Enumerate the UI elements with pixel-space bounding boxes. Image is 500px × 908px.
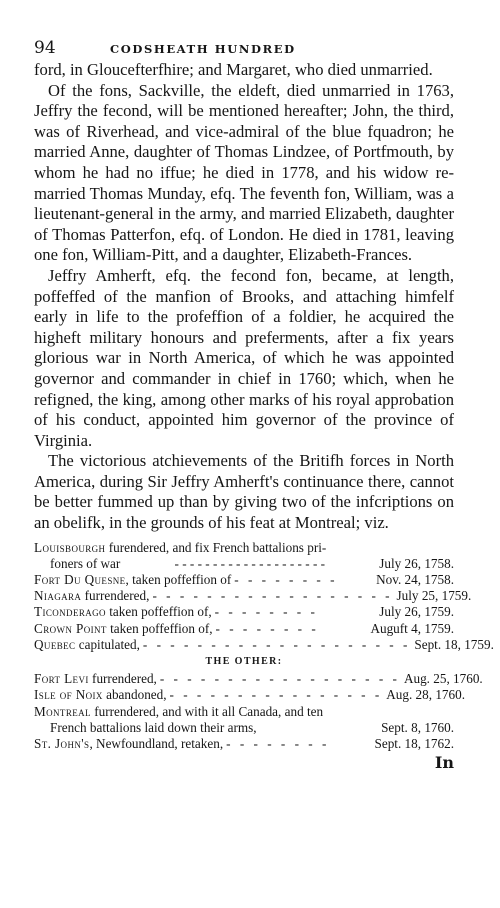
place-name: Ticonderago xyxy=(34,604,106,620)
leader-dots: - - - - - - - - xyxy=(214,604,318,620)
leader-dots: - - - - - - - - - - - - - - - - xyxy=(169,687,383,703)
body-text xyxy=(34,60,454,534)
entry-text: furrendered, xyxy=(81,588,150,604)
place-name: Montreal xyxy=(34,703,91,719)
leader-dots: - - - - - - - - xyxy=(234,572,338,588)
entry-text: furrendered, and with it all Canada, and ten xyxy=(90,703,324,719)
leader-dots: - - - - - - - - - - - - - - - - - - - - xyxy=(174,555,326,571)
inscription-entry xyxy=(34,621,454,637)
inscription-entry xyxy=(34,588,472,604)
entry-text: capitulated, xyxy=(75,636,140,652)
leader-dots: - - - - - - - - - - - - - - - - - - - - xyxy=(142,636,411,652)
inscription-continuation xyxy=(34,556,454,572)
place-name: Fort Levi xyxy=(34,671,89,687)
entry-date: Sept. 18, 1759. xyxy=(414,636,494,652)
entry-text: furrendered, xyxy=(88,671,157,687)
page-header xyxy=(34,38,454,58)
inscription-subheading: THE OTHER: xyxy=(205,656,283,668)
place-name: Quebec xyxy=(34,636,76,652)
inscription-list xyxy=(34,539,494,753)
place-name: Isle of Noix xyxy=(34,687,103,703)
entry-date: Sept. 18, 1762. xyxy=(374,736,454,752)
leader-dots: - - - - - - - - - - - - - - - - - - xyxy=(152,588,393,604)
leader-dots: - - - - - - - - xyxy=(226,736,330,752)
entry-text: , taken poffeffion of xyxy=(125,572,232,588)
entry-text: taken poffeffion of, xyxy=(106,620,213,636)
paragraph: ford, in Gloucefterfhire; and Margaret, who died unmarried. xyxy=(34,60,433,79)
inscription-entry xyxy=(34,687,466,703)
paragraph: Of the fons, Sackville, the eldeft, died unmarried in 1763, Jeffry the fecond, will be mentioned hereafter; John, the third, was of Riverhead, and vice-admiral of the blue fquadron; he married Anne, daughter of Thomas Lindzee, of Portfmouth, by whom he had no iffue; he died in 1778, and his widow re-married Thomas Munday, efq. The feventh fon, William, was a lieutenant-general in the army, and married Elizabeth, daughter of Thomas Patterfon, efq. of London. He died in 1781, leaving one fon, William-Pitt, and a daughter, Elizabeth-Frances. xyxy=(34,80,454,265)
inscription-entry xyxy=(34,604,454,620)
entry-date: July 26, 1758. xyxy=(379,555,454,571)
entry-date: Aug. 28, 1760. xyxy=(386,687,466,703)
entry-date: Sept. 8, 1760. xyxy=(381,719,454,735)
entry-text: furendered, and fix French battalions pri- xyxy=(105,539,327,555)
inscription-entry xyxy=(34,736,454,752)
entry-text: French battalions laid down their arms, xyxy=(50,719,257,735)
place-name: Crown Point xyxy=(34,620,107,636)
entry-date: Aug. 25, 1760. xyxy=(403,671,483,687)
place-name: St. John's xyxy=(34,736,90,752)
inscription-entry xyxy=(34,540,454,556)
paragraph: The victorious atchievements of the Britifh forces in North America, during Sir Jeffry Amherft's continuance there, cannot be better fummed up than by giving two of the infcriptions on an obelifk, in the grounds of his feat at Montreal; viz. xyxy=(34,451,454,533)
entry-date: Auguft 4, 1759. xyxy=(370,620,454,636)
place-name: Niagara xyxy=(34,588,82,604)
inscription-entry xyxy=(34,572,454,588)
catchword: In xyxy=(434,753,454,773)
entry-text: taken poffeffion of, xyxy=(105,604,212,620)
entry-text: , Newfoundland, retaken, xyxy=(89,736,224,752)
inscription-entry xyxy=(34,636,494,653)
running-title: CODSHEATH HUNDRED xyxy=(110,42,296,56)
place-name: Fort Du Quesne xyxy=(34,572,126,588)
inscription-entry xyxy=(34,671,483,687)
inscription-entry xyxy=(34,704,454,720)
paragraph: Jeffry Amherft, efq. the fecond fon, became, at length, poffeffed of the manfion of Brooks, and attaching himfelf early in life to the profeffion of a foldier, he acquired the higheft military honours and preferments, after a fix years glorious war in North America, of which he was appointed governor and commander in chief in 1760; which, when he refigned, the king, among other marks of his royal approbation of his conduct, appointed him governor of the province of Virginia. xyxy=(34,265,454,450)
entry-date: Nov. 24, 1758. xyxy=(376,572,454,588)
entry-date: July 25, 1759. xyxy=(396,588,472,604)
entry-date: July 26, 1759. xyxy=(379,604,454,620)
leader-dots: - - - - - - - - xyxy=(215,620,319,636)
leader-dots: - - - - - - - - - - - - - - - - - - xyxy=(159,671,400,687)
place-name: Louisbourgh xyxy=(34,539,106,555)
page-number: 94 xyxy=(34,38,56,58)
inscription-continuation xyxy=(34,720,454,736)
entry-text: foners of war xyxy=(50,555,121,571)
entry-text: abandoned, xyxy=(102,687,167,703)
